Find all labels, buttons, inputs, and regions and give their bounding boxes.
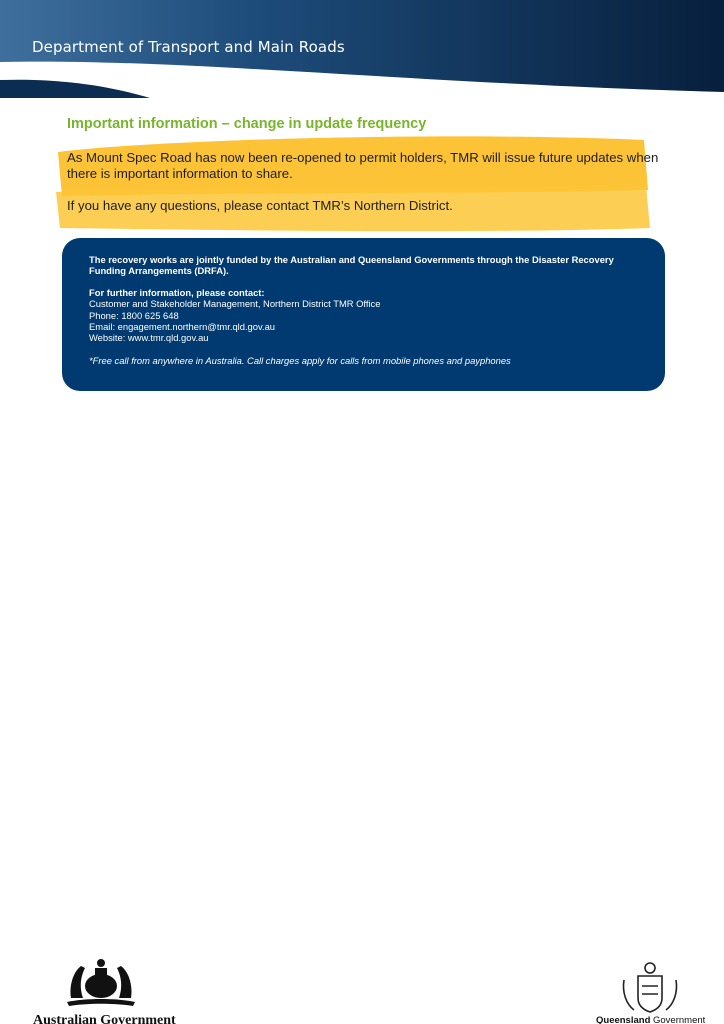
department-name: Department of Transport and Main Roads (32, 38, 345, 56)
queensland-crest-icon (618, 960, 682, 1016)
queensland-label-rest: Government (650, 1015, 706, 1024)
contact-email: Email: engagement.northern@tmr.qld.gov.au (89, 321, 276, 333)
notice-paragraph-1: As Mount Spec Road has now been re-opened to permit holders, TMR will issue future updates when there is important information to share. (67, 150, 659, 181)
contact-heading: For further information, please contact: (89, 286, 265, 298)
info-box (62, 238, 665, 391)
notice-section (67, 116, 667, 132)
queensland-label-bold: Queensland (596, 1015, 651, 1024)
notice-body (67, 150, 667, 230)
header-banner (0, 0, 724, 100)
funding-statement: The recovery works are jointly funded by the Australian and Queensland Governments through the Disaster Recovery Funding Arrangements (DRFA). (89, 254, 614, 277)
notice-title: Important information – change in update frequency (67, 116, 427, 132)
contact-phone: Phone: 1800 625 648 (89, 309, 179, 321)
australian-government-label: Australian Government (33, 1013, 176, 1024)
notice-paragraph-2: If you have any questions, please contact TMR’s Northern District. (67, 198, 453, 213)
contact-office: Customer and Stakeholder Management, Northern District TMR Office (89, 298, 381, 310)
queensland-government-label (596, 1015, 705, 1024)
contact-website: Website: www.tmr.qld.gov.au (89, 332, 209, 344)
call-charges-note: *Free call from anywhere in Australia. Call charges apply for calls from mobile phones and payphones (89, 354, 511, 366)
